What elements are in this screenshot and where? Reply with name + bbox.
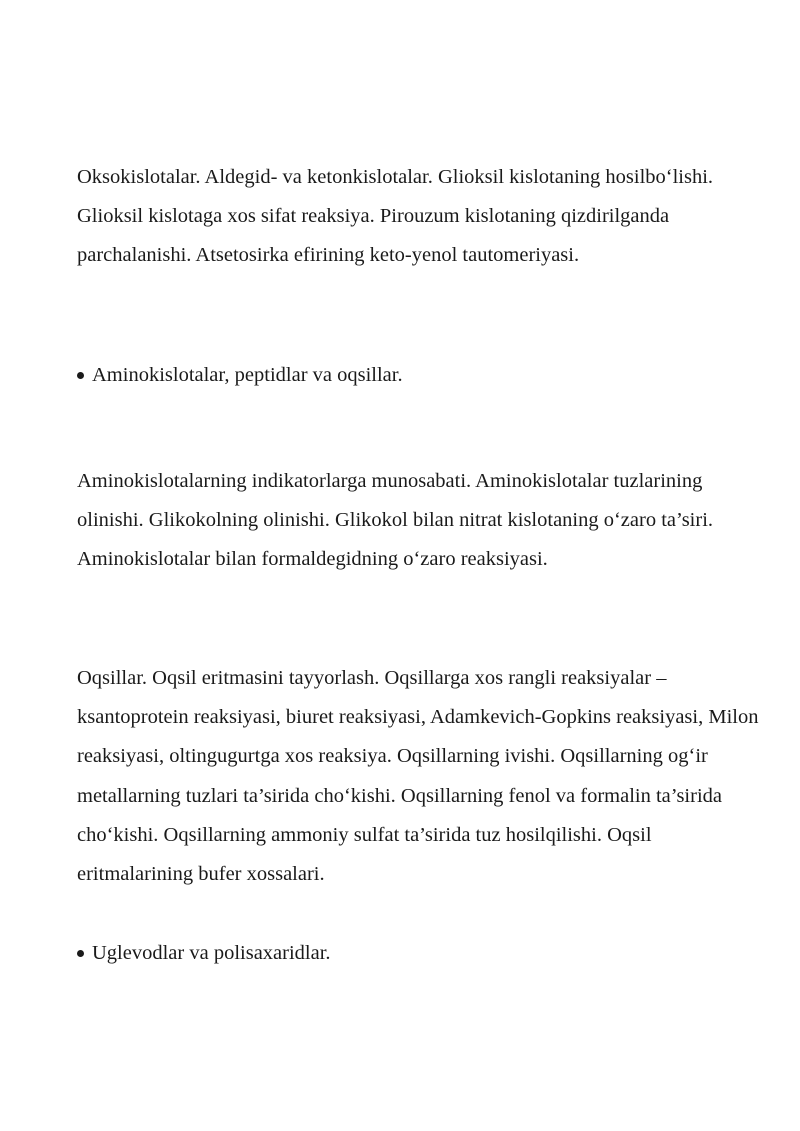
bullet-icon [77, 372, 84, 379]
paragraph-proteins: Oqsillar. Oqsil eritmasini tayyorlash. Oqsillarga xos rangli reaksiyalar – ksantoprotein reaksiyasi, biuret reaksiyasi, Adamkevich-Gopkins reaksiyasi, Milon reaksiyasi, oltingugurtga xos reaksiya. Oqsillarning ivishi. Oqsillarning og‘ir metallarning tuzlari ta’sirida cho‘kishi. Oqsillarning fenol va formalin ta’sirida cho‘kishi. Oqsillarning ammoniy sulfat ta’sirida tuz hosilqilishi. Oqsil eritmalarining bufer xossalari. [77, 667, 759, 886]
bullet-icon [77, 950, 84, 957]
paragraph-oxo-acids: Oksokislotalar. Aldegid- va ketonkislotalar. Glioksil kislotaning hosilbo‘lishi. Glioksil kislotaga xos sifat reaksiya. Pirouzum kislotaning qizdirilganda parchalanishi. Atsetosirka efirining keto-yenol tautomeriyasi. [77, 166, 714, 267]
bullet-label: Aminokislotalar, peptidlar va oqsillar. [92, 364, 403, 386]
paragraph-amino-acids: Aminokislotalarning indikatorlarga munosabati. Aminokislotalar tuzlarining olinishi. Glikokolning olinishi. Glikokol bilan nitrat kislotaning o‘zaro ta’siri. Aminokislotalar bilan formaldegidning o‘zaro reaksiyasi. [77, 470, 714, 571]
bullet-item-amino-acids [77, 356, 767, 395]
bullet-item-carbohydrates [77, 934, 767, 973]
bullet-label: Uglevodlar va polisaxaridlar. [92, 942, 331, 964]
